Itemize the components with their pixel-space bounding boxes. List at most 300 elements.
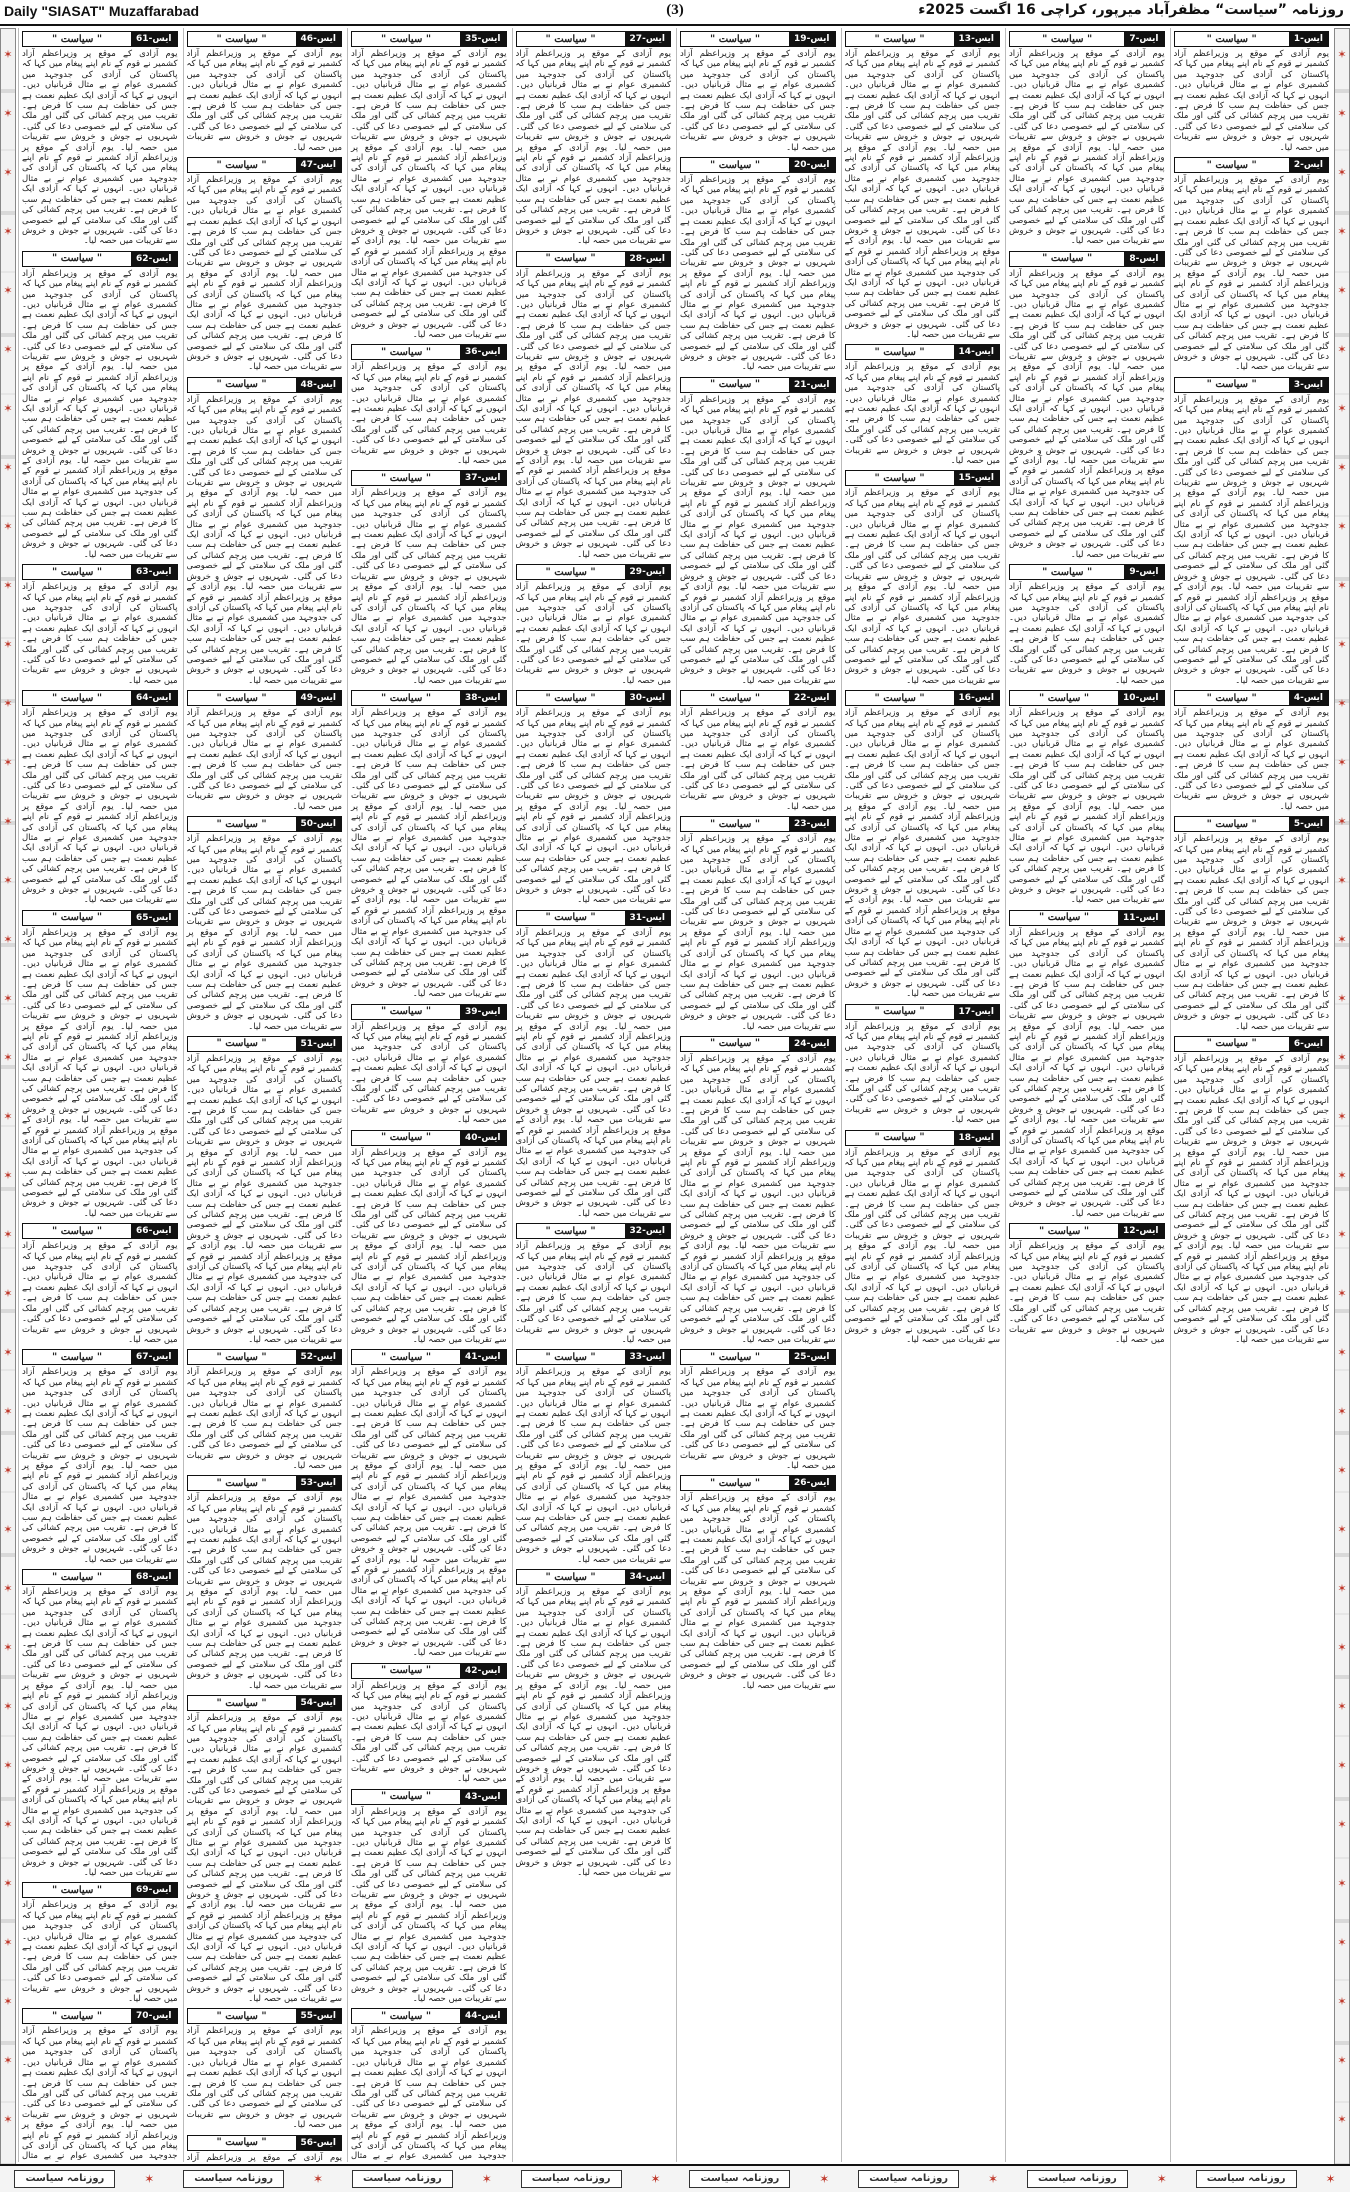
page-number: (3) bbox=[666, 2, 684, 18]
star-icon: ✶ bbox=[1337, 166, 1347, 179]
star-icon: ✶ bbox=[3, 1523, 13, 1536]
article-body: یوم آزادی کے موقع پر وزیراعظم آزاد کشمیر نے قوم کے نام اپنے پیغام میں کہا کہ پاکستان کی آزادی کی جدوجہد میں کشمیری عوام نے بے مثال قربانیاں دیں۔ انہوں نے کہا کہ آزادی ایک عظیم نعمت ہے جس کی حفاظت ہم سب کا فرض ہے۔ تقریب میں پرچم کشائی کی گئی اور ملک کی سلامتی کے لیے خصوصی دعا کی گئی۔ شہریوں نے جوش و خروش سے تقریبات میں حصہ لیا۔ bbox=[351, 362, 507, 467]
article-header bbox=[845, 1130, 1001, 1146]
brand-label: " سیاست " bbox=[52, 1571, 103, 1583]
article-body: یوم آزادی کے موقع پر وزیراعظم آزاد کشمیر نے قوم کے نام اپنے پیغام میں کہا کہ پاکستان کی آزادی کی جدوجہد میں کشمیری عوام نے بے مثال قربانیاں دیں۔ انہوں نے کہا کہ آزادی ایک عظیم نعمت ہے جس کی حفاظت ہم سب کا فرض ہے۔ تقریب میں پرچم کشائی کی گئی اور ملک کی سلامتی کے لیے خصوصی دعا کی گئی۔ شہریوں نے جوش و خروش سے تقریبات میں حصہ لیا۔ یوم آزادی کے موقع پر وزیراعظم آزاد کشمیر نے قوم کے نام اپنے پیغام میں کہا کہ پاکستان کی آزادی کی جدوجہد میں کشمیری عوام نے بے مثال bbox=[351, 2026, 507, 2162]
article-body: یوم آزادی کے موقع پر وزیراعظم آزاد کشمیر نے قوم کے نام اپنے پیغام میں کہا کہ پاکستان کی آزادی کی جدوجہد میں کشمیری عوام نے بے مثال قربانیاں دیں۔ انہوں نے کہا کہ آزادی ایک عظیم نعمت ہے جس کی حفاظت ہم سب کا فرض ہے۔ تقریب میں پرچم کشائی کی گئی اور ملک کی سلامتی کے لیے خصوصی دعا کی گئی۔ شہریوں نے جوش و خروش سے تقریبات میں حصہ لیا۔ یوم آزادی کے موقع پر وزیراعظم آزاد کشمیر نے قوم کے نام اپنے پیغام میں کہا کہ پاکستان کی آزادی کی جدوجہد میں کشمیری عوام نے بے مثال قربانیاں دیں۔ انہوں نے کہا کہ آزادی ایک عظیم نعمت ہے جس کی حفاظت ہم سب کا فرض ہے۔ تقریب میں پرچم کشائی کی گئی اور ملک کی سلامتی کے لیے خصوصی دعا کی گئی۔ شہریوں نے جوش و خروش سے تقریبات میں حصہ لیا۔ یوم آزادی کے موقع پر وزیراعظم آزاد کشمیر نے قوم کے نام اپنے پیغام میں کہا کہ پاکستان کی آزادی کی جدوجہد میں کشمیری عوام نے بے مثال قربانیاں دیں۔ انہوں نے کہا کہ آزادی ایک عظیم نعمت ہے جس کی حفاظت ہم سب کا فرض ہے۔ تقریب میں پرچم کشائی کی گئی اور ملک کی سلامتی کے لیے خصوصی دعا کی گئی۔ شہریوں نے جوش و خروش سے تقریبات میں حصہ لیا۔ bbox=[186, 1713, 342, 2005]
article bbox=[845, 690, 1001, 999]
article-header bbox=[516, 1349, 672, 1365]
star-icon: ✶ bbox=[1337, 1346, 1347, 1359]
brand-label: " سیاست " bbox=[874, 1132, 925, 1144]
article-header bbox=[351, 1130, 507, 1146]
column-5 bbox=[512, 28, 675, 2162]
article-number-tag: ایس-37 bbox=[460, 471, 505, 485]
article bbox=[1174, 816, 1330, 1032]
article-number-tag: ایس-15 bbox=[954, 471, 999, 485]
article-header bbox=[1009, 31, 1165, 47]
article-body: یوم آزادی کے موقع پر وزیراعظم آزاد کشمیر نے قوم کے نام اپنے پیغام میں کہا کہ پاکستان کی آزادی کی جدوجہد میں کشمیری عوام نے بے مثال قربانیاں دیں۔ انہوں نے کہا کہ آزادی ایک عظیم نعمت ہے جس کی حفاظت ہم سب کا فرض ہے۔ تقریب میں پرچم کشائی کی گئی اور ملک کی سلامتی کے لیے خصوصی دعا کی گئی۔ شہریوں نے جوش و خروش سے تقریبات میں حصہ لیا۔ یوم آزادی کے موقع پر وزیراعظم آزاد کشمیر نے قوم کے نام اپنے پیغام میں کہا کہ پاکستان کی آزادی کی جدوجہد میں کشمیری عوام نے بے مثال قربانیاں دیں۔ انہوں نے کہا کہ آزادی ایک عظیم نعمت ہے جس کی حفاظت ہم سب کا فرض ہے۔ تقریب میں پرچم کشائی کی گئی اور ملک کی سلامتی کے لیے خصوصی دعا کی گئی۔ شہریوں نے جوش و خروش سے تقریبات میں حصہ لیا۔ یوم آزادی کے موقع پر وزیراعظم آزاد کشمیر نے قوم کے نام اپنے پیغام میں کہا کہ پاکستان کی آزادی کی جدوجہد میں کشمیری عوام نے بے مثال قربانیاں دیں۔ انہوں نے کہا کہ آزادی ایک عظیم نعمت ہے جس کی حفاظت ہم سب کا فرض ہے۔ تقریب میں پرچم کشائی کی گئی اور ملک کی سلامتی کے لیے خصوصی دعا کی گئی۔ شہریوں نے جوش و خروش سے تقریبات میں حصہ لیا۔ bbox=[186, 1053, 342, 1345]
article-number-tag: ایس-50 bbox=[296, 817, 341, 831]
article bbox=[845, 1130, 1001, 1346]
article-number-tag: ایس-62 bbox=[131, 252, 176, 266]
article-body: یوم آزادی کے موقع پر وزیراعظم آزاد کشمیر نے قوم کے نام اپنے پیغام میں کہا کہ پاکستان کی آزادی کی جدوجہد میں کشمیری عوام نے بے مثال قربانیاں دیں۔ انہوں نے کہا کہ آزادی ایک عظیم نعمت ہے جس کی حفاظت ہم سب کا فرض ہے۔ تقریب میں پرچم کشائی کی گئی اور ملک کی سلامتی کے لیے خصوصی دعا کی گئی۔ شہریوں نے جوش و خروش سے تقریبات میں حصہ لیا۔ یوم آزادی کے موقع پر وزیراعظم آزاد کشمیر نے قوم کے نام اپنے پیغام میں کہا کہ پاکستان کی آزادی کی جدوجہد میں کشمیری عوام نے بے مثال قربانیاں دیں۔ انہوں نے کہا کہ آزادی ایک عظیم نعمت ہے جس کی حفاظت ہم سب کا فرض ہے۔ تقریب میں پرچم کشائی کی گئی اور ملک کی سلامتی کے لیے خصوصی دعا کی گئی۔ شہریوں نے جوش و خروش سے تقریبات میں حصہ لیا۔ یوم آزادی کے موقع پر وزیراعظم آزاد کشمیر نے قوم کے نام اپنے پیغام میں کہا کہ پاکستان کی آزادی کی جدوجہد میں کشمیری عوام نے بے مثال قربانیاں دیں۔ انہوں نے کہا کہ آزادی ایک عظیم نعمت ہے جس کی حفاظت ہم سب کا فرض ہے۔ تقریب میں پرچم کشائی کی گئی اور ملک کی سلامتی کے لیے خصوصی دعا کی گئی۔ شہریوں نے جوش و خروش سے تقریبات میں حصہ لیا۔ bbox=[680, 394, 836, 686]
brand-label: " سیاست " bbox=[52, 33, 103, 45]
article bbox=[351, 1789, 507, 2005]
brand-label: " سیاست " bbox=[381, 1132, 432, 1144]
article-number-tag: ایس-11 bbox=[1118, 911, 1163, 925]
star-icon: ✶ bbox=[3, 579, 13, 592]
article bbox=[680, 1475, 836, 1691]
brand-label: " سیاست " bbox=[710, 379, 761, 391]
article-header bbox=[680, 157, 836, 173]
article-header bbox=[22, 1569, 178, 1585]
article-body: یوم آزادی کے موقع پر وزیراعظم آزاد کشمیر نے قوم کے نام اپنے پیغام میں کہا کہ پاکستان کی آزادی کی جدوجہد میں کشمیری عوام نے بے مثال قربانیاں دیں۔ انہوں نے کہا کہ آزادی ایک عظیم نعمت ہے جس کی حفاظت ہم سب کا فرض ہے۔ تقریب میں پرچم کشائی کی گئی اور ملک کی سلامتی کے لیے خصوصی دعا کی گئی۔ شہریوں نے جوش و خروش سے تقریبات میں حصہ لیا۔ یوم آزادی کے موقع پر وزیراعظم آزاد کشمیر نے قوم کے نام اپنے پیغام میں کہا کہ پاکستان کی آزادی کی جدوجہد میں کشمیری عوام نے بے مثال قربانیاں دیں۔ انہوں نے کہا کہ آزادی ایک عظیم نعمت ہے جس کی حفاظت ہم سب کا فرض ہے۔ تقریب میں پرچم کشائی کی گئی اور ملک کی سلامتی کے لیے خصوصی دعا کی گئی۔ شہریوں نے جوش و خروش سے تقریبات میں حصہ لیا۔ یوم آزادی کے موقع پر وزیراعظم آزاد کشمیر نے قوم کے نام اپنے پیغام میں کہا کہ پاکستان کی آزادی کی جدوجہد میں کشمیری عوام نے بے مثال قربانیاں دیں۔ انہوں نے کہا کہ آزادی ایک عظیم نعمت ہے جس کی حفاظت ہم سب کا فرض ہے۔ تقریب میں پرچم کشائی کی گئی اور ملک کی سلامتی کے لیے خصوصی دعا کی گئی۔ شہریوں نے جوش و خروش سے تقریبات میں حصہ لیا۔ bbox=[22, 1587, 178, 1878]
article bbox=[22, 1569, 178, 1878]
article-header bbox=[516, 251, 672, 267]
star-icon: ✶ bbox=[1337, 933, 1347, 946]
article-header bbox=[187, 1036, 343, 1052]
article bbox=[680, 377, 836, 686]
article bbox=[516, 564, 672, 686]
article bbox=[351, 2008, 507, 2162]
brand-label: " سیاست " bbox=[710, 1038, 761, 1050]
brand-label: " سیاست " bbox=[710, 1477, 761, 1489]
article bbox=[1174, 157, 1330, 373]
article bbox=[351, 1130, 507, 1346]
star-icon: ✶ bbox=[1337, 1582, 1347, 1595]
article-body: یوم آزادی کے موقع پر وزیراعظم آزاد کشمیر نے قوم کے نام اپنے پیغام میں کہا کہ پاکستان کی آزادی کی جدوجہد میں کشمیری عوام نے بے مثال قربانیاں دیں۔ انہوں نے کہا کہ آزادی ایک عظیم نعمت ہے جس کی حفاظت ہم سب کا فرض ہے۔ تقریب میں پرچم کشائی کی گئی اور ملک کی سلامتی کے لیے خصوصی دعا کی گئی۔ شہریوں نے جوش و خروش سے تقریبات میں حصہ لیا۔ bbox=[22, 582, 178, 686]
article-header bbox=[845, 690, 1001, 706]
article bbox=[187, 31, 343, 153]
article-number-tag: ایس-38 bbox=[460, 691, 505, 705]
brand-label: " سیاست " bbox=[874, 33, 925, 45]
article-number-tag: ایس-4 bbox=[1289, 691, 1328, 705]
article bbox=[187, 690, 343, 812]
article bbox=[680, 31, 836, 153]
article-number-tag: ایس-22 bbox=[789, 691, 834, 705]
article-body: یوم آزادی کے موقع پر وزیراعظم آزاد کشمیر نے قوم کے نام اپنے پیغام میں کہا کہ پاکستان کی آزادی کی جدوجہد میں کشمیری عوام نے بے مثال قربانیاں دیں۔ انہوں نے کہا کہ آزادی ایک عظیم نعمت ہے جس کی حفاظت ہم سب کا فرض ہے۔ تقریب میں پرچم کشائی کی گئی اور ملک کی سلامتی کے لیے خصوصی دعا کی گئی۔ شہریوں نے جوش و خروش سے تقریبات میں حصہ لیا۔ یوم آزادی کے موقع پر وزیراعظم آزاد کشمیر نے قوم کے نام اپنے پیغام میں کہا کہ پاکستان کی آزادی کی جدوجہد میں کشمیری عوام نے بے مثال قربانیاں دیں۔ انہوں نے کہا کہ آزادی ایک عظیم نعمت ہے جس کی حفاظت ہم سب کا فرض ہے۔ تقریب میں پرچم کشائی کی گئی اور ملک کی سلامتی کے لیے خصوصی دعا کی گئی۔ شہریوں نے جوش و خروش سے تقریبات میں حصہ لیا۔ bbox=[680, 1493, 836, 1691]
brand-label: " سیاست " bbox=[381, 2010, 432, 2022]
brand-label: " سیاست " bbox=[545, 1351, 596, 1363]
star-icon: ✶ bbox=[1337, 284, 1347, 297]
article-number-tag: ایس-7 bbox=[1124, 32, 1163, 46]
star-icon: ✶ bbox=[3, 225, 13, 238]
article-number-tag: ایس-9 bbox=[1124, 565, 1163, 579]
article-number-tag: ایس-67 bbox=[131, 1350, 176, 1364]
star-icon: ✶ bbox=[1337, 225, 1347, 238]
footer-brand-cell: روزنامہ سیاست bbox=[858, 2170, 959, 2188]
brand-label: " سیاست " bbox=[216, 2010, 267, 2022]
article-header bbox=[351, 344, 507, 360]
article bbox=[845, 31, 1001, 340]
article-header bbox=[187, 2008, 343, 2024]
star-icon: ✶ bbox=[819, 2172, 830, 2186]
article-header bbox=[1174, 816, 1330, 832]
brand-label: " سیاست " bbox=[216, 2137, 267, 2149]
article-number-tag: ایس-23 bbox=[789, 817, 834, 831]
article-number-tag: ایس-35 bbox=[460, 32, 505, 46]
article-body: یوم آزادی کے موقع پر وزیراعظم آزاد کشمیر نے قوم کے نام اپنے پیغام میں کہا کہ پاکستان کی آزادی کی جدوجہد میں کشمیری عوام نے بے مثال قربانیاں دیں۔ انہوں نے کہا کہ آزادی ایک عظیم نعمت ہے جس کی حفاظت ہم سب کا فرض ہے۔ تقریب میں پرچم کشائی کی گئی اور ملک کی سلامتی کے لیے خصوصی دعا کی گئی۔ شہریوں نے جوش و خروش سے تقریبات میں حصہ لیا۔ bbox=[22, 1900, 178, 2005]
article-number-tag: ایس-54 bbox=[296, 1696, 341, 1710]
article-header bbox=[845, 344, 1001, 360]
article-body: یوم آزادی کے موقع پر وزیراعظم آزاد کشمیر نے قوم کے نام اپنے پیغام میں کہا کہ پاکستان کی آزادی کی جدوجہد میں کشمیری عوام نے بے مثال قربانیاں دیں۔ انہوں نے کہا کہ آزادی ایک عظیم نعمت ہے جس کی حفاظت ہم سب کا فرض ہے۔ تقریب میں پرچم کشائی کی گئی اور ملک کی سلامتی کے لیے خصوصی دعا کی گئی۔ شہریوں نے جوش و خروش سے تقریبات میں حصہ لیا۔ یوم آزادی کے موقع پر وزیراعظم آزاد کشمیر نے قوم کے نام اپنے پیغام میں کہا کہ پاکستان کی آزادی کی جدوجہد میں کشمیری عوام نے بے مثال قربانیاں دیں۔ انہوں نے کہا کہ آزادی ایک عظیم نعمت ہے جس کی حفاظت ہم سب کا فرض ہے۔ تقریب میں پرچم کشائی کی گئی اور ملک کی سلامتی کے لیے خصوصی دعا کی گئی۔ شہریوں نے جوش و خروش سے تقریبات میں حصہ لیا۔ bbox=[844, 1147, 1000, 1345]
star-icon: ✶ bbox=[1337, 1700, 1347, 1713]
article-number-tag: ایس-53 bbox=[296, 1476, 341, 1490]
article-body: یوم آزادی کے موقع پر وزیراعظم آزاد کشمیر نے قوم کے نام اپنے پیغام میں کہا کہ پاکستان کی آزادی کی جدوجہد میں کشمیری عوام نے بے مثال قربانیاں دیں۔ انہوں نے کہا کہ آزادی ایک عظیم نعمت ہے جس کی حفاظت ہم سب کا فرض ہے۔ تقریب میں پرچم کشائی کی گئی اور ملک کی سلامتی کے لیے خصوصی دعا کی گئی۔ شہریوں نے جوش و خروش سے تقریبات میں حصہ لیا۔ یوم آزادی کے موقع پر وزیراعظم آزاد کشمیر نے قوم کے نام اپنے پیغام میں کہا کہ پاکستان کی آزادی کی جدوجہد میں کشمیری عوام نے بے مثال قربانیاں دیں۔ انہوں نے کہا کہ آزادی ایک عظیم نعمت ہے جس کی حفاظت ہم سب کا فرض ہے۔ تقریب میں پرچم کشائی کی گئی اور ملک کی سلامتی کے لیے خصوصی دعا کی گئی۔ شہریوں نے جوش و خروش سے تقریبات میں حصہ لیا۔ یوم آزادی کے موقع پر وزیراعظم آزاد کشمیر نے قوم کے نام اپنے پیغام میں کہا کہ پاکستان کی آزادی کی جدوجہد میں کشمیری عوام نے بے مثال قربانیاں دیں۔ انہوں نے کہا کہ آزادی ایک عظیم نعمت ہے جس کی حفاظت ہم سب کا فرض ہے۔ تقریب میں پرچم کشائی کی گئی اور ملک کی سلامتی کے لیے خصوصی دعا کی گئی۔ شہریوں نے جوش و خروش سے تقریبات میں حصہ لیا۔ bbox=[351, 1367, 507, 1659]
article bbox=[187, 1475, 343, 1691]
star-icon: ✶ bbox=[3, 2054, 13, 2067]
brand-label: " سیاست " bbox=[381, 1791, 432, 1803]
article-header bbox=[516, 910, 672, 926]
article-header bbox=[187, 1349, 343, 1365]
star-icon: ✶ bbox=[3, 166, 13, 179]
star-icon: ✶ bbox=[3, 1346, 13, 1359]
brand-label: " سیاست " bbox=[710, 33, 761, 45]
article-body: یوم آزادی کے موقع پر وزیراعظم آزاد کشمیر نے قوم کے نام اپنے پیغام میں کہا کہ پاکستان کی آزادی کی جدوجہد میں کشمیری عوام نے بے مثال قربانیاں دیں۔ انہوں نے کہا کہ آزادی ایک عظیم نعمت ہے جس کی حفاظت ہم سب کا فرض ہے۔ تقریب میں پرچم کشائی کی گئی اور ملک کی سلامتی کے لیے خصوصی دعا کی گئی۔ شہریوں نے جوش و خروش سے تقریبات میں حصہ لیا۔ یوم آزادی کے موقع پر وزیراعظم آزاد کشمیر نے قوم کے نام اپنے پیغام میں کہا کہ پاکستان کی آزادی کی جدوجہد میں کشمیری عوام نے بے مثال قربانیاں دیں۔ انہوں نے کہا کہ آزادی ایک عظیم نعمت ہے جس کی حفاظت ہم سب کا فرض ہے۔ تقریب میں پرچم کشائی کی گئی اور ملک کی سلامتی کے لیے خصوصی دعا کی گئی۔ شہریوں نے جوش و خروش سے تقریبات میں حصہ لیا۔ یوم آزادی کے موقع پر وزیراعظم آزاد کشمیر نے قوم کے نام اپنے پیغام میں کہا کہ پاکستان کی آزادی کی جدوجہد میں کشمیری عوام نے بے مثال قربانیاں دیں۔ انہوں نے کہا کہ آزادی ایک عظیم نعمت ہے جس کی حفاظت ہم سب کا فرض ہے۔ تقریب میں پرچم کشائی کی گئی اور ملک کی سلامتی کے لیے خصوصی دعا کی گئی۔ شہریوں نے جوش و خروش سے تقریبات میں حصہ لیا۔ bbox=[515, 927, 671, 1219]
star-icon: ✶ bbox=[3, 520, 13, 533]
article bbox=[516, 1569, 672, 1878]
article-header bbox=[516, 31, 672, 47]
star-icon: ✶ bbox=[1337, 992, 1347, 1005]
brand-label: " سیاست " bbox=[1206, 692, 1257, 704]
article-number-tag: ایس-12 bbox=[1118, 1224, 1163, 1238]
article bbox=[22, 1223, 178, 1345]
star-icon: ✶ bbox=[1337, 579, 1347, 592]
article-body: یوم آزادی کے موقع پر وزیراعظم آزاد کشمیر نے قوم کے نام اپنے پیغام میں کہا کہ پاکستان کی آزادی کی جدوجہد میں کشمیری عوام نے بے مثال قربانیاں دیں۔ انہوں نے کہا کہ آزادی ایک عظیم نعمت ہے جس کی حفاظت ہم سب کا فرض ہے۔ تقریب میں پرچم کشائی کی گئی اور ملک کی سلامتی کے لیے خصوصی دعا کی گئی۔ شہریوں نے جوش و خروش سے تقریبات میں حصہ لیا۔ bbox=[1009, 1241, 1165, 1345]
star-icon: ✶ bbox=[3, 1464, 13, 1477]
article-body: یوم آزادی کے موقع پر وزیراعظم آزاد کشمیر نے قوم کے نام اپنے پیغام میں کہا کہ پاکستان کی آزادی کی جدوجہد میں کشمیری عوام نے بے مثال قربانیاں دیں۔ انہوں نے کہا کہ آزادی ایک عظیم نعمت ہے جس کی حفاظت ہم سب کا فرض ہے۔ تقریب میں پرچم کشائی کی گئی اور ملک کی سلامتی کے لیے خصوصی دعا کی گئی۔ شہریوں نے جوش و خروش سے تقریبات میں حصہ لیا۔ bbox=[186, 1367, 342, 1471]
column-6 bbox=[347, 28, 510, 2162]
star-icon: ✶ bbox=[3, 1877, 13, 1890]
article-number-tag: ایس-63 bbox=[131, 565, 176, 579]
article bbox=[1009, 564, 1165, 686]
column-2 bbox=[1005, 28, 1168, 2162]
article-header bbox=[351, 470, 507, 486]
star-icon: ✶ bbox=[1325, 2172, 1336, 2186]
columns-container bbox=[18, 28, 1332, 2162]
article-body: یوم آزادی کے موقع پر وزیراعظم آزاد کشمیر نے قوم کے نام اپنے پیغام میں کہا کہ پاکستان کی آزادی کی جدوجہد میں کشمیری عوام نے بے مثال قربانیاں دیں۔ انہوں نے کہا کہ آزادی ایک عظیم نعمت ہے جس کی حفاظت ہم سب کا فرض ہے۔ تقریب میں پرچم کشائی کی گئی اور ملک کی سلامتی کے لیے خصوصی دعا کی گئی۔ شہریوں نے جوش و خروش سے تقریبات میں حصہ لیا۔ یوم آزادی کے موقع پر وزیراعظم آزاد کشمیر نے قوم کے نام اپنے پیغام میں کہا کہ پاکستان کی آزادی کی جدوجہد میں کشمیری عوام نے بے مثال قربانیاں دیں۔ انہوں نے کہا کہ آزادی ایک عظیم نعمت ہے جس کی حفاظت ہم سب کا فرض ہے۔ تقریب میں پرچم کشائی کی گئی اور ملک کی سلامتی کے لیے خصوصی دعا کی گئی۔ شہریوں نے جوش و خروش سے تقریبات میں حصہ لیا۔ bbox=[186, 1493, 342, 1691]
article-header bbox=[516, 1223, 672, 1239]
star-icon: ✶ bbox=[3, 697, 13, 710]
star-icon: ✶ bbox=[987, 2172, 999, 2186]
star-icon: ✶ bbox=[3, 1051, 13, 1064]
article-number-tag: ایس-40 bbox=[460, 1131, 505, 1145]
star-icon: ✶ bbox=[1337, 402, 1347, 415]
brand-label: " سیاست " bbox=[545, 1571, 596, 1583]
article-body: یوم آزادی کے موقع پر وزیراعظم آزاد کشمیر نے قوم کے نام اپنے پیغام میں کہا کہ پاکستان کی آزادی کی جدوجہد میں کشمیری عوام نے بے مثال قربانیاں دیں۔ انہوں نے کہا کہ آزادی ایک عظیم نعمت ہے جس کی حفاظت ہم سب کا فرض ہے۔ تقریب میں پرچم کشائی کی گئی اور ملک کی سلامتی کے لیے خصوصی دعا کی گئی۔ شہریوں نے جوش و خروش سے تقریبات میں حصہ لیا۔ یوم آزادی کے موقع پر وزیراعظم آزاد کشمیر نے قوم کے نام اپنے پیغام میں کہا کہ پاکستان کی آزادی کی جدوجہد میں کشمیری عوام نے بے مثال قربانیاں دیں۔ انہوں نے کہا کہ آزادی ایک عظیم نعمت ہے جس کی حفاظت ہم سب کا فرض ہے۔ تقریب میں پرچم کشائی کی گئی اور ملک کی سلامتی کے لیے خصوصی دعا کی گئی۔ شہریوں نے جوش و خروش سے تقریبات میں حصہ لیا۔ یوم آزادی کے موقع پر وزیراعظم آزاد کشمیر نے قوم کے نام اپنے پیغام میں کہا کہ پاکستان کی آزادی کی جدوجہد میں کشمیری عوام نے بے مثال قربانیاں دیں۔ انہوں نے کہا کہ آزادی ایک عظیم نعمت ہے جس کی حفاظت ہم سب کا فرض ہے۔ تقریب میں پرچم کشائی کی گئی اور ملک کی سلامتی کے لیے خصوصی دعا کی گئی۔ شہریوں نے جوش و خروش سے تقریبات میں حصہ لیا۔ bbox=[1173, 394, 1329, 686]
article bbox=[516, 31, 672, 247]
article-header bbox=[351, 1663, 507, 1679]
article-body: یوم آزادی کے موقع پر وزیراعظم آزاد کشمیر نے قوم کے نام اپنے پیغام میں کہا کہ پاکستان کی آزادی کی جدوجہد میں کشمیری عوام نے بے مثال قربانیاں دیں۔ انہوں نے کہا کہ آزادی ایک عظیم نعمت ہے جس کی حفاظت ہم سب کا فرض ہے۔ تقریب میں پرچم کشائی کی گئی اور ملک کی سلامتی کے لیے خصوصی دعا کی گئی۔ شہریوں نے جوش و خروش سے تقریبات میں حصہ لیا۔ یوم آزادی کے موقع پر وزیراعظم آزاد کشمیر نے قوم کے نام اپنے پیغام میں کہا کہ پاکستان کی آزادی کی جدوجہد میں کشمیری عوام نے بے مثال قربانیاں دیں۔ انہوں نے کہا کہ آزادی ایک عظیم نعمت ہے جس کی حفاظت ہم سب کا فرض ہے۔ تقریب میں پرچم کشائی کی گئی اور ملک کی سلامتی کے لیے خصوصی دعا کی گئی۔ شہریوں نے جوش و خروش سے تقریبات میں حصہ لیا۔ bbox=[844, 488, 1000, 686]
star-icon: ✶ bbox=[1337, 756, 1347, 769]
star-icon: ✶ bbox=[3, 1641, 13, 1654]
footer-brand-cell: روزنامہ سیاست bbox=[14, 2170, 115, 2188]
footer-brand-cell: روزنامہ سیاست bbox=[1196, 2170, 1297, 2188]
star-icon: ✶ bbox=[1337, 1405, 1347, 1418]
article-header bbox=[1009, 910, 1165, 926]
star-icon: ✶ bbox=[3, 815, 13, 828]
brand-label: " سیاست " bbox=[1039, 912, 1090, 924]
article-body: یوم آزادی کے موقع پر وزیراعظم آزاد کشمیر نے قوم کے نام اپنے پیغام میں کہا کہ پاکستان کی آزادی کی جدوجہد میں کشمیری عوام نے بے مثال قربانیاں دیں۔ انہوں نے کہا کہ آزادی ایک عظیم نعمت ہے جس کی حفاظت ہم سب کا فرض ہے۔ تقریب میں پرچم کشائی کی گئی اور ملک کی سلامتی کے لیے خصوصی دعا کی گئی۔ شہریوں نے جوش و خروش سے تقریبات میں حصہ لیا۔ bbox=[186, 49, 342, 153]
article bbox=[22, 251, 178, 560]
brand-label: " سیاست " bbox=[216, 159, 267, 171]
article-body: یوم آزادی کے موقع پر وزیراعظم آزاد کشمیر نے قوم کے نام اپنے پیغام میں کہا کہ پاکستان کی آزادی کی جدوجہد میں کشمیری عوام نے بے مثال قربانیاں دیں۔ انہوں نے کہا کہ آزادی ایک عظیم نعمت ہے جس کی حفاظت ہم سب کا فرض ہے۔ تقریب میں پرچم کشائی کی گئی اور ملک کی سلامتی کے لیے خصوصی دعا کی گئی۔ شہریوں نے جوش و خروش سے تقریبات میں حصہ لیا۔ bbox=[844, 1021, 1000, 1126]
brand-label: " سیاست " bbox=[381, 1665, 432, 1677]
article-body: یوم آزادی کے موقع پر وزیراعظم آزاد کشمیر نے قوم کے نام اپنے پیغام میں کہا کہ پاکستان کی آزادی کی جدوجہد میں کشمیری عوام نے بے مثال قربانیاں دیں۔ انہوں نے کہا کہ آزادی ایک عظیم نعمت ہے جس کی حفاظت ہم سب کا فرض ہے۔ تقریب میں پرچم کشائی کی گئی اور ملک کی سلامتی کے لیے خصوصی دعا کی گئی۔ شہریوں نے جوش و خروش سے تقریبات میں حصہ لیا۔ bbox=[1173, 708, 1329, 812]
star-icon: ✶ bbox=[1337, 2113, 1347, 2126]
brand-label: " سیاست " bbox=[1039, 692, 1090, 704]
article-body: یوم آزادی کے موقع پر وزیراعظم آزاد کشمیر نے قوم کے نام اپنے پیغام میں کہا کہ پاکستان کی آزادی کی جدوجہد میں کشمیری عوام نے بے مثال قربانیاں دیں۔ انہوں نے کہا کہ آزادی ایک عظیم نعمت ہے جس کی حفاظت ہم سب کا فرض ہے۔ تقریب میں پرچم کشائی کی گئی اور ملک کی سلامتی کے لیے خصوصی دعا کی گئی۔ شہریوں نے جوش و خروش سے تقریبات میں حصہ لیا۔ bbox=[22, 1241, 178, 1345]
article-number-tag: ایس-1 bbox=[1289, 32, 1328, 46]
article-body: یوم آزادی کے موقع پر وزیراعظم آزاد کشمیر نے قوم کے نام اپنے پیغام میں کہا کہ پاکستان کی آزادی کی جدوجہد میں کشمیری عوام نے بے مثال قربانیاں دیں۔ انہوں نے کہا کہ آزادی ایک عظیم نعمت ہے جس کی حفاظت ہم سب کا فرض ہے۔ تقریب میں پرچم کشائی کی گئی اور ملک کی سلامتی کے لیے خصوصی دعا کی گئی۔ شہریوں نے جوش و خروش سے تقریبات میں حصہ لیا۔ یوم آزادی کے موقع پر وزیراعظم آزاد کشمیر نے قوم کے نام اپنے پیغام میں کہا کہ پاکستان کی آزادی کی جدوجہد میں کشمیری عوام نے بے مثال bbox=[22, 2026, 178, 2162]
article-number-tag: ایس-25 bbox=[789, 1350, 834, 1364]
article-body: یوم آزادی کے موقع پر وزیراعظم آزاد کشمیر نے قوم کے نام اپنے پیغام میں کہا کہ پاکستان کی آزادی کی جدوجہد میں کشمیری عوام نے بے مثال قربانیاں دیں۔ انہوں نے کہا کہ آزادی ایک عظیم نعمت ہے جس کی حفاظت ہم سب کا فرض ہے۔ تقریب میں پرچم کشائی کی گئی اور ملک کی سلامتی کے لیے خصوصی دعا کی گئی۔ شہریوں نے جوش و خروش سے تقریبات میں حصہ لیا۔ یوم آزادی کے موقع پر وزیراعظم آزاد کشمیر نے قوم کے نام اپنے پیغام میں کہا کہ پاکستان کی آزادی کی جدوجہد میں کشمیری عوام نے بے مثال قربانیاں دیں۔ انہوں نے کہا کہ آزادی ایک عظیم نعمت ہے جس کی حفاظت ہم سب کا فرض ہے۔ تقریب میں پرچم کشائی کی گئی اور ملک کی سلامتی کے لیے خصوصی دعا کی گئی۔ شہریوں نے جوش و خروش سے تقریبات میں حصہ لیا۔ bbox=[680, 175, 836, 373]
article-header bbox=[845, 470, 1001, 486]
star-icon: ✶ bbox=[1337, 461, 1347, 474]
article-header bbox=[187, 31, 343, 47]
article bbox=[1174, 690, 1330, 812]
brand-label: " سیاست " bbox=[545, 33, 596, 45]
article-number-tag: ایس-8 bbox=[1124, 252, 1163, 266]
article-body: یوم آزادی کے موقع پر وزیراعظم آزاد کشمیر نے قوم کے نام اپنے پیغام میں کہا کہ پاکستان کی آزادی کی جدوجہد میں کشمیری عوام نے بے مثال قربانیاں دیں۔ انہوں نے کہا کہ آزادی ایک عظیم نعمت ہے جس کی حفاظت ہم سب کا فرض ہے۔ تقریب میں پرچم کشائی کی گئی اور ملک کی سلامتی کے لیے خصوصی دعا کی گئی۔ شہریوں نے جوش و خروش سے تقریبات میں حصہ لیا۔ bbox=[186, 708, 342, 812]
star-icon: ✶ bbox=[3, 1405, 13, 1418]
article-body: یوم آزادی کے موقع پر وزیراعظم آزاد کشمیر نے قوم کے نام اپنے پیغام میں کہا کہ پاکستان کی آزادی کی جدوجہد میں کشمیری عوام نے بے مثال قربانیاں دیں۔ انہوں نے کہا کہ آزادی ایک عظیم نعمت ہے جس کی حفاظت ہم سب کا فرض ہے۔ تقریب میں پرچم کشائی کی گئی اور ملک کی سلامتی کے لیے خصوصی دعا کی گئی۔ شہریوں نے جوش و خروش سے تقریبات میں حصہ لیا۔ یوم آزادی کے موقع پر وزیراعظم آزاد کشمیر نے قوم کے نام اپنے پیغام میں کہا کہ پاکستان کی آزادی کی جدوجہد میں کشمیری عوام نے بے مثال قربانیاں دیں۔ انہوں نے کہا کہ آزادی ایک عظیم نعمت ہے جس کی حفاظت ہم سب کا فرض ہے۔ تقریب میں پرچم کشائی کی گئی اور ملک کی سلامتی کے لیے خصوصی دعا کی گئی۔ شہریوں نے جوش و خروش سے تقریبات میں حصہ لیا۔ یوم آزادی کے موقع پر وزیراعظم آزاد کشمیر نے قوم کے نام اپنے پیغام میں کہا کہ پاکستان کی آزادی کی جدوجہد میں کشمیری عوام نے بے مثال قربانیاں دیں۔ انہوں نے کہا کہ آزادی ایک عظیم نعمت ہے جس کی حفاظت ہم سب کا فرض ہے۔ تقریب میں پرچم کشائی کی گئی اور ملک کی سلامتی کے لیے خصوصی دعا کی گئی۔ شہریوں نے جوش و خروش سے تقریبات میں حصہ لیا۔ bbox=[22, 268, 178, 560]
article-number-tag: ایس-61 bbox=[131, 32, 176, 46]
article-header bbox=[1174, 157, 1330, 173]
article-number-tag: ایس-64 bbox=[131, 691, 176, 705]
star-icon: ✶ bbox=[1337, 1818, 1347, 1831]
star-icon: ✶ bbox=[3, 284, 13, 297]
star-icon: ✶ bbox=[1337, 107, 1347, 120]
column-1 bbox=[1170, 28, 1333, 2162]
brand-label: " سیاست " bbox=[381, 472, 432, 484]
article-number-tag: ایس-33 bbox=[625, 1350, 670, 1364]
article-header bbox=[187, 816, 343, 832]
article-body: یوم آزادی کے موقع پر وزیراعظم آزاد کشمیر نے قوم کے نام اپنے پیغام میں کہا کہ پاکستان کی آزادی کی جدوجہد میں کشمیری عوام نے بے مثال قربانیاں دیں۔ انہوں نے کہا کہ آزادی ایک عظیم نعمت ہے جس کی حفاظت ہم سب کا فرض ہے۔ تقریب میں پرچم کشائی کی گئی اور ملک کی سلامتی کے لیے خصوصی دعا کی گئی۔ شہریوں نے جوش و خروش سے تقریبات میں حصہ لیا۔ یوم آزادی کے موقع پر وزیراعظم آزاد کشمیر نے قوم کے نام اپنے پیغام میں کہا کہ پاکستان کی آزادی کی جدوجہد میں کشمیری عوام نے بے مثال قربانیاں دیں۔ انہوں نے کہا کہ آزادی ایک عظیم نعمت ہے جس کی حفاظت ہم سب کا فرض ہے۔ تقریب میں پرچم کشائی کی گئی اور ملک کی سلامتی کے لیے خصوصی دعا کی گئی۔ شہریوں نے جوش و خروش سے تقریبات میں حصہ لیا۔ bbox=[1009, 49, 1165, 247]
footer-brand-cell: روزنامہ سیاست bbox=[689, 2170, 790, 2188]
star-icon: ✶ bbox=[312, 2172, 324, 2186]
article-number-tag: ایس-65 bbox=[131, 911, 176, 925]
article-number-tag: ایس-13 bbox=[954, 32, 999, 46]
star-icon: ✶ bbox=[1337, 1641, 1347, 1654]
brand-label: " سیاست " bbox=[216, 1697, 267, 1709]
article-body: یوم آزادی کے موقع پر وزیراعظم آزاد کشمیر نے قوم کے نام اپنے پیغام میں کہا کہ پاکستان کی آزادی کی جدوجہد میں کشمیری عوام نے بے مثال قربانیاں دیں۔ انہوں نے کہا کہ آزادی ایک عظیم نعمت ہے جس کی حفاظت ہم سب کا فرض ہے۔ تقریب میں پرچم کشائی کی گئی اور ملک کی سلامتی کے لیے خصوصی دعا کی گئی۔ شہریوں نے جوش و خروش سے تقریبات میں حصہ لیا۔ یوم آزادی کے موقع پر وزیراعظم آزاد کشمیر نے قوم کے نام اپنے پیغام میں کہا کہ پاکستان کی آزادی کی جدوجہد میں کشمیری عوام نے بے مثال قربانیاں دیں۔ انہوں نے کہا کہ آزادی ایک عظیم نعمت ہے جس کی حفاظت ہم سب کا فرض ہے۔ تقریب میں پرچم کشائی کی گئی اور ملک کی سلامتی کے لیے خصوصی دعا کی گئی۔ شہریوں نے جوش و خروش سے تقریبات میں حصہ لیا۔ bbox=[186, 175, 342, 373]
star-icon: ✶ bbox=[3, 1700, 13, 1713]
footer-strip bbox=[0, 2164, 1350, 2192]
article bbox=[22, 910, 178, 1219]
brand-label: " سیاست " bbox=[216, 818, 267, 830]
article-number-tag: ایس-70 bbox=[131, 2009, 176, 2023]
article-body: یوم آزادی کے موقع پر وزیراعظم آزاد کشمیر نے قوم کے نام اپنے پیغام میں کہا کہ پاکستان کی آزادی کی جدوجہد میں کشمیری عوام نے بے مثال قربانیاں دیں۔ انہوں نے کہا کہ آزادی ایک عظیم نعمت ہے جس کی حفاظت ہم سب کا فرض ہے۔ تقریب میں پرچم کشائی کی گئی اور ملک کی سلامتی کے لیے خصوصی دعا کی گئی۔ شہریوں نے جوش و خروش سے تقریبات میں حصہ لیا۔ یوم آزادی کے موقع پر وزیراعظم آزاد کشمیر نے قوم کے نام اپنے پیغام میں کہا کہ پاکستان کی آزادی کی جدوجہد میں کشمیری عوام نے بے مثال قربانیاں دیں۔ انہوں نے کہا کہ آزادی ایک عظیم نعمت ہے جس کی حفاظت ہم سب کا فرض ہے۔ تقریب میں پرچم کشائی کی گئی اور ملک کی سلامتی کے لیے خصوصی دعا کی گئی۔ شہریوں نے جوش و خروش سے تقریبات میں حصہ لیا۔ یوم آزادی کے موقع پر وزیراعظم آزاد کشمیر نے قوم کے نام اپنے پیغام میں کہا کہ پاکستان کی آزادی کی جدوجہد میں کشمیری عوام نے بے مثال قربانیاں دیں۔ انہوں نے کہا کہ آزادی ایک عظیم نعمت ہے جس کی حفاظت ہم سب کا فرض ہے۔ تقریب میں پرچم کشائی کی گئی اور ملک کی سلامتی کے لیے خصوصی دعا کی گئی۔ شہریوں نے جوش و خروش سے تقریبات میں حصہ لیا۔ bbox=[351, 49, 507, 340]
article-number-tag: ایس-34 bbox=[625, 1570, 670, 1584]
brand-label: " سیاست " bbox=[52, 566, 103, 578]
article bbox=[351, 31, 507, 340]
star-icon: ✶ bbox=[3, 933, 13, 946]
article-number-tag: ایس-20 bbox=[789, 158, 834, 172]
article-number-tag: ایس-43 bbox=[460, 1790, 505, 1804]
star-icon: ✶ bbox=[3, 1110, 13, 1123]
star-icon: ✶ bbox=[481, 2172, 492, 2186]
article-header bbox=[187, 1475, 343, 1491]
brand-label: " سیاست " bbox=[1039, 1225, 1090, 1237]
article-header bbox=[22, 910, 178, 926]
star-icon: ✶ bbox=[1337, 520, 1347, 533]
brand-label: " سیاست " bbox=[52, 692, 103, 704]
article-body: یوم آزادی کے موقع پر وزیراعظم آزاد کشمیر نے قوم کے نام اپنے پیغام میں کہا کہ پاکستان کی آزادی کی جدوجہد میں کشمیری عوام نے بے مثال قربانیاں دیں۔ انہوں نے کہا کہ آزادی ایک عظیم نعمت ہے جس کی حفاظت ہم سب کا فرض ہے۔ تقریب میں پرچم کشائی کی گئی اور ملک کی سلامتی کے لیے خصوصی دعا کی گئی۔ شہریوں نے جوش و خروش سے تقریبات میں حصہ لیا۔ bbox=[680, 49, 836, 153]
article-body: یوم آزادی کے موقع پر وزیراعظم آزاد کشمیر نے قوم کے نام اپنے پیغام میں کہا کہ پاکستان کی آزادی کی جدوجہد میں کشمیری عوام نے بے مثال قربانیاں دیں۔ انہوں نے کہا کہ آزادی ایک عظیم نعمت ہے جس کی حفاظت ہم سب کا فرض ہے۔ تقریب میں پرچم کشائی کی گئی اور ملک کی سلامتی کے لیے خصوصی دعا کی گئی۔ شہریوں نے جوش و خروش سے تقریبات میں حصہ لیا۔ یوم آزادی کے موقع پر وزیراعظم آزاد کشمیر نے قوم کے نام اپنے پیغام میں کہا کہ پاکستان کی آزادی کی جدوجہد میں کشمیری عوام نے بے مثال قربانیاں دیں۔ انہوں نے کہا کہ آزادی ایک عظیم نعمت ہے جس کی حفاظت ہم سب کا فرض ہے۔ تقریب میں پرچم کشائی کی گئی اور ملک کی سلامتی کے لیے خصوصی دعا کی گئی۔ شہریوں نے جوش و خروش سے تقریبات میں حصہ لیا۔ یوم آزادی کے موقع پر وزیراعظم آزاد کشمیر نے قوم کے نام اپنے پیغام میں کہا کہ پاکستان کی آزادی کی جدوجہد میں کشمیری عوام نے بے مثال قربانیاں دیں۔ انہوں نے کہا کہ آزادی ایک عظیم نعمت ہے جس کی حفاظت ہم سب کا فرض ہے۔ تقریب میں پرچم کشائی کی گئی اور ملک کی سلامتی کے لیے خصوصی دعا کی گئی۔ شہریوں نے جوش و خروش سے تقریبات میں حصہ لیا۔ bbox=[1173, 1053, 1329, 1345]
article bbox=[680, 157, 836, 373]
article bbox=[680, 690, 836, 812]
article-header bbox=[22, 564, 178, 580]
article-number-tag: ایس-30 bbox=[625, 691, 670, 705]
article-number-tag: ایس-10 bbox=[1118, 691, 1163, 705]
star-icon: ✶ bbox=[3, 343, 13, 356]
star-icon: ✶ bbox=[3, 107, 13, 120]
brand-label: " سیاست " bbox=[52, 1884, 103, 1896]
article bbox=[516, 690, 672, 906]
article bbox=[1174, 1036, 1330, 1345]
brand-label: " سیاست " bbox=[1206, 159, 1257, 171]
article-header bbox=[516, 1569, 672, 1585]
article-header bbox=[187, 690, 343, 706]
article-body: یوم آزادی کے موقع پر وزیراعظم آزاد کشمیر نے قوم کے نام اپنے پیغام میں کہا کہ پاکستان کی آزادی کی جدوجہد میں کشمیری عوام نے بے مثال قربانیاں دیں۔ انہوں نے کہا کہ آزادی ایک عظیم نعمت ہے جس کی حفاظت ہم سب کا فرض ہے۔ تقریب میں پرچم کشائی کی گئی اور ملک کی سلامتی کے لیے خصوصی دعا کی گئی۔ شہریوں نے جوش و خروش سے تقریبات میں حصہ لیا۔ یوم آزادی کے موقع پر وزیراعظم آزاد کشمیر نے قوم کے نام اپنے پیغام میں کہا کہ پاکستان کی آزادی کی جدوجہد میں کشمیری عوام نے بے مثال قربانیاں دیں۔ انہوں نے کہا کہ آزادی ایک عظیم نعمت ہے جس کی حفاظت ہم سب کا فرض ہے۔ تقریب میں پرچم کشائی کی گئی اور ملک کی سلامتی کے لیے خصوصی دعا کی گئی۔ شہریوں نے جوش و خروش سے تقریبات میں حصہ لیا۔ bbox=[515, 708, 671, 906]
article-number-tag: ایس-55 bbox=[296, 2009, 341, 2023]
brand-label: " سیاست " bbox=[710, 1351, 761, 1363]
column-8 bbox=[18, 28, 181, 2162]
article-header bbox=[680, 377, 836, 393]
article bbox=[516, 251, 672, 560]
article-header bbox=[1009, 564, 1165, 580]
article bbox=[22, 2008, 178, 2162]
star-icon: ✶ bbox=[1337, 1759, 1347, 1772]
brand-label: " سیاست " bbox=[381, 1351, 432, 1363]
article-header bbox=[516, 564, 672, 580]
star-icon: ✶ bbox=[1156, 2172, 1167, 2186]
article-number-tag: ایس-39 bbox=[460, 1005, 505, 1019]
footer-brand-cell: روزنامہ سیاست bbox=[183, 2170, 284, 2188]
article-header bbox=[1009, 251, 1165, 267]
article bbox=[351, 344, 507, 466]
article-number-tag: ایس-47 bbox=[296, 158, 341, 172]
newspaper-name-english: Daily "SIASAT" Muzaffarabad bbox=[4, 3, 200, 19]
star-icon: ✶ bbox=[1337, 48, 1347, 61]
article-body: یوم آزادی کے موقع پر وزیراعظم آزاد کشمیر نے قوم کے نام اپنے پیغام میں کہا کہ پاکستان کی آزادی کی جدوجہد میں کشمیری عوام نے بے مثال قربانیاں دیں۔ انہوں نے کہا کہ آزادی ایک عظیم نعمت ہے جس کی حفاظت ہم سب کا فرض ہے۔ تقریب میں پرچم کشائی کی گئی اور ملک کی سلامتی کے لیے خصوصی دعا کی گئی۔ شہریوں نے جوش و خروش سے تقریبات میں حصہ لیا۔ یوم آزادی کے موقع پر وزیراعظم آزاد کشمیر نے قوم کے نام اپنے پیغام میں کہا کہ پاکستان کی آزادی کی جدوجہد میں کشمیری عوام نے بے مثال قربانیاں دیں۔ انہوں نے کہا کہ آزادی ایک عظیم نعمت ہے جس کی حفاظت ہم سب کا فرض ہے۔ تقریب میں پرچم کشائی کی گئی اور ملک کی سلامتی کے لیے خصوصی دعا کی گئی۔ شہریوں نے جوش و خروش سے تقریبات میں حصہ لیا۔ bbox=[1173, 834, 1329, 1032]
brand-label: " سیاست " bbox=[545, 912, 596, 924]
article-header bbox=[680, 1475, 836, 1491]
brand-label: " سیاست " bbox=[710, 159, 761, 171]
star-icon: ✶ bbox=[1337, 1523, 1347, 1536]
article-header bbox=[845, 1004, 1001, 1020]
star-icon: ✶ bbox=[3, 1287, 13, 1300]
article-header bbox=[187, 2135, 343, 2151]
star-icon: ✶ bbox=[3, 402, 13, 415]
brand-label: " سیاست " bbox=[710, 692, 761, 704]
brand-label: " سیاست " bbox=[545, 566, 596, 578]
article-number-tag: ایس-56 bbox=[296, 2136, 341, 2150]
article-number-tag: ایس-49 bbox=[296, 691, 341, 705]
article-header bbox=[680, 31, 836, 47]
article bbox=[351, 1663, 507, 1785]
brand-label: " سیاست " bbox=[216, 379, 267, 391]
article bbox=[845, 1004, 1001, 1126]
star-icon: ✶ bbox=[3, 1818, 13, 1831]
article-header bbox=[351, 1349, 507, 1365]
article-body: یوم آزادی کے موقع پر وزیراعظم آزاد کشمیر نے قوم کے نام اپنے پیغام میں کہا کہ پاکستان کی آزادی کی جدوجہد میں کشمیری عوام نے بے مثال قربانیاں دیں۔ انہوں نے کہا کہ آزادی ایک عظیم نعمت ہے جس کی حفاظت ہم سب کا فرض ہے۔ تقریب میں پرچم کشائی کی گئی اور ملک کی سلامتی کے لیے خصوصی دعا کی گئی۔ شہریوں نے جوش و خروش سے تقریبات میں حصہ لیا۔ یوم آزادی کے موقع پر وزیراعظم آزاد کشمیر نے قوم کے نام اپنے پیغام میں کہا کہ پاکستان کی آزادی کی جدوجہد میں کشمیری عوام نے بے مثال قربانیاں دیں۔ انہوں نے کہا کہ آزادی ایک عظیم نعمت ہے جس کی حفاظت ہم سب کا فرض ہے۔ تقریب میں پرچم کشائی کی گئی اور ملک کی سلامتی کے لیے خصوصی دعا کی گئی۔ شہریوں نے جوش و خروش سے تقریبات میں حصہ لیا۔ bbox=[351, 1147, 507, 1345]
article bbox=[187, 2135, 343, 2162]
article-header bbox=[351, 690, 507, 706]
article bbox=[1009, 31, 1165, 247]
star-icon: ✶ bbox=[1337, 1228, 1347, 1241]
brand-label: " سیاست " bbox=[52, 1225, 103, 1237]
footer-brand-cell: روزنامہ سیاست bbox=[521, 2170, 622, 2188]
brand-label: " سیاست " bbox=[1206, 33, 1257, 45]
article-number-tag: ایس-28 bbox=[625, 252, 670, 266]
brand-label: " سیاست " bbox=[216, 1351, 267, 1363]
article-number-tag: ایس-36 bbox=[460, 345, 505, 359]
article-body: یوم آزادی کے موقع پر وزیراعظم آزاد کشمیر نے قوم کے نام اپنے پیغام میں کہا کہ پاکستان کی آزادی کی جدوجہد میں کشمیری عوام نے بے مثال قربانیاں دیں۔ انہوں نے کہا کہ آزادی ایک عظیم نعمت ہے جس کی حفاظت ہم سب کا فرض ہے۔ تقریب میں پرچم کشائی کی گئی اور ملک کی سلامتی کے لیے خصوصی دعا کی گئی۔ شہریوں نے جوش و خروش سے تقریبات میں حصہ لیا۔ یوم آزادی کے موقع پر وزیراعظم آزاد کشمیر نے قوم کے نام اپنے پیغام میں کہا کہ پاکستان کی آزادی کی جدوجہد میں کشمیری عوام نے بے مثال قربانیاں دیں۔ انہوں نے کہا کہ آزادی ایک عظیم نعمت ہے جس کی حفاظت ہم سب کا فرض ہے۔ تقریب میں پرچم کشائی کی گئی اور ملک کی سلامتی کے لیے خصوصی دعا کی گئی۔ شہریوں نے جوش و خروش سے تقریبات میں حصہ لیا۔ bbox=[680, 834, 836, 1032]
article-number-tag: ایس-21 bbox=[789, 378, 834, 392]
article-body: یوم آزادی کے موقع پر وزیراعظم آزاد کشمیر نے قوم کے نام اپنے پیغام میں کہا کہ پاکستان کی آزادی کی جدوجہد میں کشمیری عوام نے بے مثال قربانیاں دیں۔ انہوں نے کہا کہ آزادی ایک عظیم نعمت ہے جس کی حفاظت ہم سب کا فرض ہے۔ تقریب میں پرچم کشائی کی گئی اور ملک کی سلامتی کے لیے خصوصی دعا کی گئی۔ شہریوں نے جوش و خروش سے تقریبات میں حصہ لیا۔ bbox=[186, 2026, 342, 2131]
brand-label: " سیاست " bbox=[874, 472, 925, 484]
article-number-tag: ایس-2 bbox=[1289, 158, 1328, 172]
article-number-tag: ایس-69 bbox=[131, 1883, 176, 1897]
article-header bbox=[22, 690, 178, 706]
article-number-tag: ایس-18 bbox=[954, 1131, 999, 1145]
star-icon: ✶ bbox=[3, 2113, 13, 2126]
brand-label: " سیاست " bbox=[1206, 1038, 1257, 1050]
article bbox=[845, 470, 1001, 686]
brand-label: " سیاست " bbox=[1042, 33, 1093, 45]
brand-label: " سیاست " bbox=[1042, 566, 1093, 578]
star-icon: ✶ bbox=[650, 2172, 661, 2186]
brand-label: " سیاست " bbox=[545, 692, 596, 704]
article bbox=[1174, 377, 1330, 686]
article bbox=[516, 1349, 672, 1565]
brand-label: " سیاست " bbox=[381, 346, 432, 358]
article bbox=[680, 816, 836, 1032]
article-header bbox=[845, 31, 1001, 47]
star-icon: ✶ bbox=[144, 2172, 155, 2186]
article bbox=[516, 1223, 672, 1345]
star-icon: ✶ bbox=[3, 1228, 13, 1241]
article-header bbox=[22, 1349, 178, 1365]
article bbox=[22, 1349, 178, 1565]
article-body: یوم آزادی کے موقع پر وزیراعظم آزاد کشمیر نے قوم کے نام اپنے پیغام میں کہا کہ پاکستان کی آزادی کی جدوجہد میں کشمیری عوام نے بے مثال قربانیاں دیں۔ انہوں نے کہا کہ آزادی ایک عظیم نعمت ہے جس کی حفاظت ہم سب کا فرض ہے۔ تقریب میں پرچم کشائی کی گئی اور ملک کی سلامتی کے لیے خصوصی دعا کی گئی۔ شہریوں نے جوش و خروش سے تقریبات میں حصہ لیا۔ یوم آزادی کے موقع پر وزیراعظم آزاد کشمیر نے قوم کے نام اپنے پیغام میں کہا کہ پاکستان کی آزادی کی جدوجہد میں کشمیری عوام نے بے مثال قربانیاں دیں۔ انہوں نے کہا کہ آزادی ایک عظیم نعمت ہے جس کی حفاظت ہم سب کا فرض ہے۔ تقریب میں پرچم کشائی کی گئی اور ملک کی سلامتی کے لیے خصوصی دعا کی گئی۔ شہریوں نے جوش و خروش سے تقریبات میں حصہ لیا۔ یوم آزادی کے موقع پر وزیراعظم آزاد کشمیر نے قوم کے نام اپنے پیغام میں کہا کہ پاکستان کی آزادی کی جدوجہد میں کشمیری عوام نے بے مثال قربانیاں دیں۔ انہوں نے کہا کہ آزادی ایک عظیم نعمت ہے جس کی حفاظت ہم سب کا فرض ہے۔ تقریب میں پرچم کشائی کی گئی اور ملک کی سلامتی کے لیے خصوصی دعا کی گئی۔ شہریوں نے جوش و خروش سے تقریبات میں حصہ لیا۔ bbox=[22, 927, 178, 1219]
article bbox=[187, 1695, 343, 2004]
article-number-tag: ایس-29 bbox=[625, 565, 670, 579]
article-body: یوم آزادی کے موقع پر وزیراعظم آزاد کشمیر نے قوم کے نام اپنے پیغام میں کہا کہ پاکستان کی آزادی کی جدوجہد میں کشمیری عوام نے بے مثال قربانیاں دیں۔ انہوں نے کہا کہ آزادی ایک عظیم نعمت ہے جس کی حفاظت ہم سب کا فرض ہے۔ تقریب میں پرچم کشائی کی گئی اور ملک کی سلامتی کے لیے خصوصی دعا کی گئی۔ شہریوں نے جوش و خروش سے تقریبات میں حصہ لیا۔ bbox=[515, 582, 671, 686]
article-number-tag: ایس-42 bbox=[460, 1664, 505, 1678]
star-icon: ✶ bbox=[1337, 343, 1347, 356]
article-header bbox=[680, 1036, 836, 1052]
article-header bbox=[680, 1349, 836, 1365]
article bbox=[351, 1004, 507, 1126]
article-body: یوم آزادی کے موقع پر وزیراعظم آزاد کشمیر نے قوم کے نام اپنے پیغام میں کہا کہ پاکستان کی آزادی کی جدوجہد میں کشمیری عوام نے بے مثال قربانیاں دیں۔ انہوں نے کہا کہ آزادی ایک عظیم نعمت ہے جس کی حفاظت ہم سب کا فرض ہے۔ تقریب میں پرچم کشائی کی گئی اور ملک کی سلامتی کے لیے خصوصی دعا کی گئی۔ شہریوں نے جوش و خروش سے تقریبات میں حصہ لیا۔ یوم آزادی کے موقع پر وزیراعظم آزاد کشمیر نے قوم کے نام اپنے پیغام میں کہا کہ پاکستان کی آزادی کی جدوجہد میں کشمیری عوام نے بے مثال قربانیاں دیں۔ انہوں نے کہا کہ آزادی ایک عظیم نعمت ہے جس کی حفاظت ہم سب کا فرض ہے۔ تقریب میں پرچم کشائی کی گئی اور ملک کی سلامتی کے لیے خصوصی دعا کی گئی۔ شہریوں نے جوش و خروش سے تقریبات میں حصہ لیا۔ یوم آزادی کے موقع پر وزیراعظم آزاد کشمیر نے قوم کے نام اپنے پیغام میں کہا کہ پاکستان کی آزادی کی جدوجہد میں کشمیری عوام نے بے مثال قربانیاں دیں۔ انہوں نے کہا کہ آزادی ایک عظیم نعمت ہے جس کی حفاظت ہم سب کا فرض ہے۔ تقریب میں پرچم کشائی کی گئی اور ملک کی سلامتی کے لیے خصوصی دعا کی گئی۔ شہریوں نے جوش و خروش سے تقریبات میں حصہ لیا۔ bbox=[1009, 927, 1165, 1219]
article-number-tag: ایس-51 bbox=[296, 1037, 341, 1051]
brand-label: " سیاست " bbox=[874, 346, 925, 358]
brand-label: " سیاست " bbox=[381, 33, 432, 45]
article-body: یوم آزادی کے موقع پر وزیراعظم آزاد کشمیر نے قوم کے نام اپنے پیغام میں کہا کہ پاکستان کی آزادی کی جدوجہد میں کشمیری عوام نے بے مثال قربانیاں دیں۔ انہوں نے کہا کہ آزادی ایک عظیم نعمت ہے جس کی حفاظت ہم سب کا فرض ہے۔ تقریب میں پرچم کشائی کی گئی اور ملک کی سلامتی کے لیے خصوصی دعا کی گئی۔ شہریوں نے جوش و خروش سے تقریبات میں حصہ لیا۔ bbox=[680, 1367, 836, 1471]
article bbox=[351, 1349, 507, 1658]
column-7 bbox=[183, 28, 346, 2162]
star-icon: ✶ bbox=[1337, 1287, 1347, 1300]
star-icon: ✶ bbox=[3, 1995, 13, 2008]
article-body: یوم آزادی کے موقع پر وزیراعظم آزاد کشمیر نے قوم کے نام اپنے پیغام میں کہا کہ پاکستان کی آزادی کی جدوجہد میں کشمیری عوام نے بے مثال قربانیاں دیں۔ انہوں نے کہا کہ آزادی ایک عظیم نعمت ہے جس کی حفاظت ہم سب کا فرض ہے۔ تقریب میں پرچم کشائی کی گئی اور ملک کی سلامتی کے لیے خصوصی دعا کی گئی۔ شہریوں نے جوش و خروش سے تقریبات میں حصہ لیا۔ یوم آزادی کے موقع پر وزیراعظم آزاد کشمیر نے قوم کے نام اپنے پیغام میں کہا کہ پاکستان کی آزادی کی جدوجہد میں کشمیری عوام نے بے مثال قربانیاں دیں۔ انہوں نے کہا کہ آزادی ایک عظیم نعمت ہے جس کی حفاظت ہم سب کا فرض ہے۔ تقریب میں پرچم کشائی کی گئی اور ملک کی سلامتی کے لیے خصوصی دعا کی گئی۔ شہریوں نے جوش و خروش سے تقریبات میں حصہ لیا۔ یوم آزادی کے موقع پر وزیراعظم آزاد کشمیر نے قوم کے نام اپنے پیغام میں کہا کہ پاکستان کی آزادی کی جدوجہد میں کشمیری عوام نے بے مثال قربانیاں دیں۔ انہوں نے کہا کہ آزادی ایک عظیم نعمت ہے جس کی حفاظت ہم سب کا فرض ہے۔ تقریب میں پرچم کشائی کی گئی اور ملک کی سلامتی کے لیے خصوصی دعا کی گئی۔ شہریوں نے جوش و خروش سے تقریبات میں حصہ لیا۔ bbox=[1009, 268, 1165, 560]
footer-brand-cell: روزنامہ سیاست bbox=[1027, 2170, 1128, 2188]
article-header bbox=[351, 31, 507, 47]
article-header bbox=[680, 690, 836, 706]
article-body: یوم آزادی کے موقع پر وزیراعظم آزاد کشمیر نے قوم کے نام اپنے پیغام میں کہا کہ پاکستان کی آزادی کی جدوجہد میں کشمیری عوام نے بے مثال قربانیاں دیں۔ انہوں نے کہا کہ آزادی ایک عظیم نعمت ہے جس کی حفاظت ہم سب کا فرض ہے۔ تقریب میں پرچم کشائی کی گئی اور ملک کی سلامتی کے لیے خصوصی دعا کی گئی۔ شہریوں نے جوش و خروش سے تقریبات میں حصہ لیا۔ bbox=[515, 1241, 671, 1345]
brand-label: " سیاست " bbox=[1042, 253, 1093, 265]
